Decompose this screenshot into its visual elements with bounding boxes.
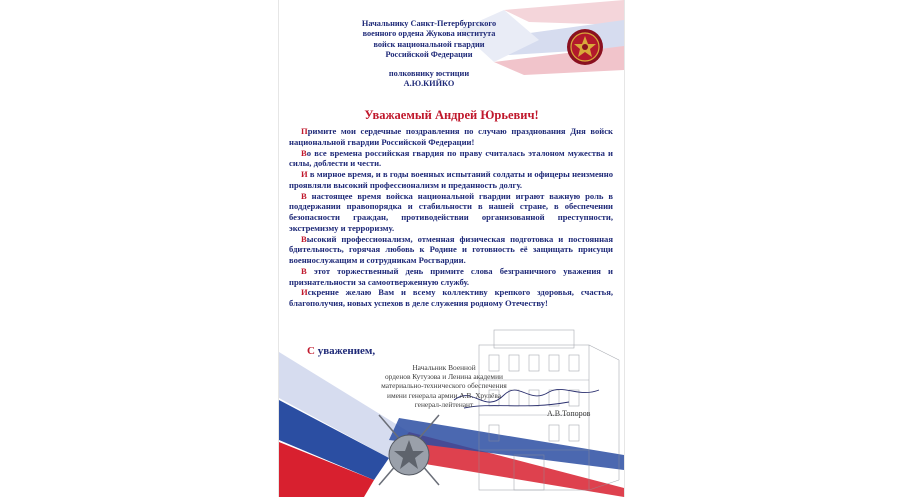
addressee-line: Российской Федерации (385, 50, 473, 60)
paragraph-initial: В (301, 190, 307, 201)
paragraph-text: скренне желаю Вам и всему коллективу крепкого здоровья, счастья, благополучия, новых успехов в деле служения родному Отечеству! (289, 287, 613, 308)
paragraph (289, 287, 613, 309)
paragraph-initial: В (301, 147, 307, 158)
paragraph-text: римите мои сердечные поздравления по случаю празднования Дня войск национальной гвардии Российской Федерации! (289, 126, 613, 147)
paragraph (289, 234, 613, 266)
paragraph-initial: И (301, 287, 308, 298)
sender-line: Начальник Военной (412, 363, 476, 372)
paragraph-initial: В (301, 265, 307, 276)
addressee-line: войск национальной гвардии (373, 39, 485, 49)
letter-body (289, 126, 613, 309)
closing-text: уважением, (314, 345, 376, 357)
sender-name: А.В.Топоров (547, 409, 591, 418)
paragraph (289, 169, 613, 191)
sender-line: материально-технического обеспечения (381, 381, 507, 391)
paragraph-text: ысокий профессионализм, отменная физическая подготовка и постоянная бдительность, горячая любовь к Родине и готовность её защищать присущи военнослужащим и сотрудникам Росгвардии. (289, 233, 613, 265)
sender-line: имени генерала армии А.В. Хрулёва (386, 390, 502, 400)
addressee-block (339, 19, 519, 89)
paragraph-text: о все времена российская гвардия по праву считалась эталоном мужества и силы, доблести и чести. (289, 147, 613, 169)
sender-line: генерал-лейтенант (414, 399, 474, 409)
paragraph (289, 126, 613, 148)
addressee-line: Начальнику Санкт-Петербургского (361, 19, 497, 28)
addressee-line: военного ордена Жукова института (362, 29, 496, 39)
paragraph-text: этот торжественный день примите слова безграничного уважения и признательности за самоотверженную службу. (289, 265, 613, 287)
rosgvardia-emblem-icon (567, 29, 603, 65)
sender-block (364, 363, 524, 409)
addressee-rank: полковнику юстиции (388, 68, 470, 78)
addressee-name: А.Ю.КИЙКО (403, 79, 455, 89)
paragraph-initial: И (301, 169, 308, 179)
closing-phrase (307, 345, 375, 357)
paragraph-initial: В (301, 233, 307, 244)
sender-line: орденов Кутузова и Ленина академии (384, 372, 503, 382)
paragraph (289, 266, 613, 288)
letter-page (278, 0, 625, 497)
paragraph-text: в мирное время, и в годы военных испытаний солдаты и офицеры неизменно проявляли высокий профессионализм и преданность долгу. (289, 169, 613, 190)
closing-initial: С (307, 345, 315, 357)
greeting: Уважаемый Андрей Юрьевич! (364, 108, 539, 122)
paragraph (289, 148, 613, 170)
paragraph (289, 191, 613, 234)
paragraph-text: настоящее время войска национальной гвардии играют важную роль в поддержании правопорядка и стабильности в нашей стране, в обеспечении безопасности граждан, противодействии организованной преступности, экстремизму и терроризму. (289, 190, 613, 233)
paragraph-initial: П (301, 126, 308, 136)
